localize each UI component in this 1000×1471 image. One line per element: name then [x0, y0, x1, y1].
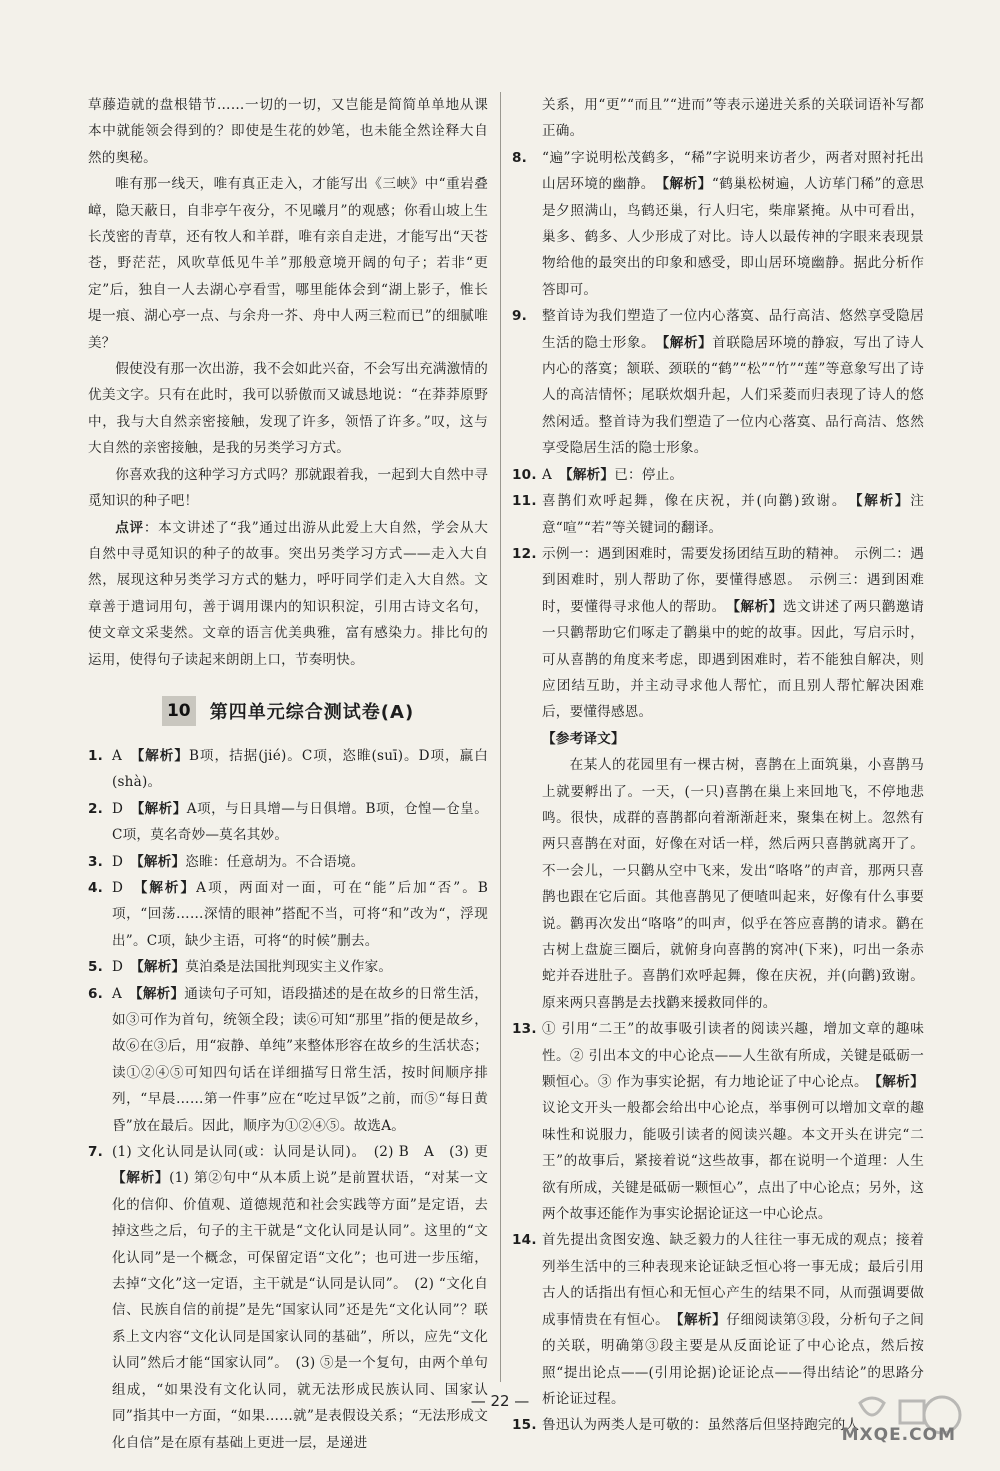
- item-text: 关系，用“更”“而且”“进而”等表示递进关系的关联词语补写都正确。: [542, 97, 924, 140]
- section-header: [88, 693, 488, 729]
- analysis-tag: 【解析】: [112, 1170, 170, 1187]
- analysis-tag: 【解析】: [676, 1311, 727, 1328]
- item-answer: D: [112, 879, 124, 896]
- item-text: 莫泊桑是法国批判现实主义作家。: [185, 959, 393, 976]
- answer-item: [88, 796, 488, 849]
- answer-item: [88, 954, 488, 980]
- essay-paragraph-3: 假使没有那一次出游，我不会如此兴奋，不会写出充满激情的优美文字。只有在此时，我可以骄傲而又诚恳地说：“在莽莽原野中，我与大自然亲密接触，发现了许多，领悟了许多。”叹，这与大自然的亲密接触，是我的另类学习方式。: [88, 361, 488, 457]
- essay-paragraph-2: 唯有那一线天，唯有真正走入，才能写出《三峡》中“重岩叠嶂，隐天蔽日，自非亭午夜分，不见曦月”的观感；你看山坡上生长茂密的青草，还有牧人和羊群，唯有亲自走进，才能写出“天苍苍，野茫茫，风吹草低见牛羊”那般意境开阔的句子；若非“更定”后，独自一人去湖心亭看雪，哪里能体会到“湖上影子，惟长堤一痕、湖心亭一点、与余舟一芥、舟中人两三粒而已”的细腻唯美？: [88, 176, 488, 351]
- item-answer: A: [542, 466, 553, 483]
- reference-translation-label: [512, 726, 924, 752]
- item-number: 4.: [88, 879, 104, 896]
- item-text: 恣睢：任意胡为。不合语境。: [185, 853, 365, 870]
- right-column: [512, 92, 924, 1439]
- reference-tag: 【参考译文】: [542, 730, 625, 747]
- answer-item: [88, 875, 488, 954]
- item-text: 首联隐居环境的静寂，写出了诗人内心的落寞；颔联、颈联的“鹤”“松”“竹”“莲”等意象写出了诗人的高洁情怀；尾联炊烟升起，人们采菱而归表现了诗人的悠然闲适。整首诗为我们塑造了一位内心落寞、品行高洁、悠然享受隐居生活的隐士形象。: [542, 334, 924, 457]
- item-text: (1) 第②句中“从本质上说”是前置状语，“对某一文化的信仰、价值观、道德规范和社会实践等方面”是定语，去掉这些之后，句子的主干就是“文化认同是认同”。这里的“文化认同”是一个概念，可保留定语“文化”；也可进一步压缩，去掉“文化”这一定语，主干就是“认同是认同”。 (2) “文化自信、民族自信的前提”是先“国家认同”还是先“文化认同”？联系上文内容“文化认同是国家认同的基础”，所以，应先“文化认同”然后才能“国家认同”。 (3) ⑤是一个复句，由两个单句组成，“如果没有文化认同，就无法形成民族认同、国家认同”指其中一方面，“如果……就”是表假设关系；“无法形成文化自信”是在原有基础上更进一层，是递进: [112, 1170, 488, 1451]
- item-number: 7.: [88, 1144, 104, 1161]
- analysis-tag: 【解析】: [565, 466, 615, 483]
- analysis-tag: 【解析】: [137, 747, 189, 764]
- analysis-tag: 【解析】: [662, 334, 713, 351]
- analysis-tag: 【解析】: [140, 879, 197, 896]
- analysis-tag: 【解析】: [875, 1074, 925, 1091]
- item-number: 13.: [512, 1021, 537, 1038]
- analysis-tag: 【解析】: [136, 853, 186, 870]
- item-answer: 鲁迅认为两类人是可敬的：虽然落后但坚持跑完的人: [542, 1417, 860, 1434]
- answer-continuation: [512, 92, 924, 145]
- item-text: 选文讲述了两只鹳邀请一只鹳帮助它们啄走了鹳巢中的蛇的故事。因此，写启示时，可从喜鹊的角度来考虑，即遇到困难时，若不能独自解决，则应团结互助，并主动寻求他人帮忙，而且别人帮忙解决困难后，要懂得感恩。: [542, 598, 924, 721]
- reference-text: 在某人的花园里有一棵古树，喜鹊在上面筑巢，小喜鹊马上就要孵出了。一天，(一只)喜鹊在巢上来回地飞，不停地悲鸣。很快，成群的喜鹊都向着渐渐赶来，聚集在树上。忽然有两只喜鹊在对面，好像在对话一样，然后两只喜鹊就离开了。不一会儿，一只鹳从空中飞来，发出“咯咯”的声音，那两只喜鹊也跟在它后面。其他喜鹊见了便喳叫起来，好像有什么事要说。鹳再次发出“咯咯”的叫声，似乎在答应喜鹊的请求。鹳在古树上盘旋三圈后，就俯身向喜鹊的窝冲(下来)，叼出一条赤蛇并吞进肚子。喜鹊们欢呼起舞，像在庆祝，并(向鹳)致谢。原来两只喜鹊是去找鹳来援救同伴的。: [542, 757, 924, 1011]
- item-number: 2.: [88, 800, 104, 817]
- item-number: 3.: [88, 853, 104, 870]
- answer-item: [512, 1227, 924, 1412]
- item-number: 6.: [88, 985, 104, 1002]
- item-answer: “遍”字说明松茂鹤多，“稀”字说明来访者少，两者对照衬托出山居环境的幽静。: [542, 149, 924, 193]
- answer-item: [512, 303, 924, 461]
- answer-item: [512, 462, 924, 488]
- item-number: 5.: [88, 959, 104, 976]
- watermark-text: MXQE.COM: [841, 1425, 956, 1445]
- item-answer: 示例一：遇到困难时，需要发扬团结互助的精神。 示例二：遇到困难时，别人帮助了你，要懂得感恩。 示例三：遇到困难时，要懂得寻求他人的帮助。: [542, 545, 924, 615]
- item-number: 14.: [512, 1232, 537, 1249]
- item-text: 已：停止。: [614, 466, 684, 483]
- item-answer: D: [112, 800, 124, 817]
- analysis-tag: 【解析】: [137, 800, 187, 817]
- item-text: 通读句子可知，语段描述的是在故乡的日常生活，如③可作为首句，统领全段；读⑥可知“那里”指的便是故乡，故⑥在③后，用“寂静、单纯”来整体形容在故乡的生活状态；读①②④⑤可知四句话在详细描写日常生活，按时间顺序排列，“早晨……第一件事”应在“吃过早饭”之前，而⑤“每日黄昏”放在最后。因此，顺序为①②④⑤。故选A。: [112, 985, 489, 1134]
- essay-paragraph-1: 草藤造就的盘根错节……一切的一切，又岂能是简简单单地从课本中就能领会得到的？即使是生花的妙笔，也未能全然诠释大自然的奥秘。: [88, 97, 488, 166]
- answer-item: [512, 145, 924, 303]
- answer-item: [88, 981, 488, 1139]
- item-answer: A: [112, 985, 123, 1002]
- item-number: 1.: [88, 747, 104, 764]
- item-text: 仔细阅读第③段，分析句子之间的关联，明确第③段主要是从反面论证了中心论点，然后按照“提出论点——(引用论据)论证论点——得出结论”的思路分析论证过程。: [542, 1311, 924, 1407]
- answer-item: [512, 488, 924, 541]
- item-answer: D: [112, 853, 124, 870]
- item-text: A项，与日具增—与日俱增。B项，仓惶—仓皇。C项，莫名奇妙—莫名其妙。: [112, 800, 488, 844]
- item-number: 8.: [512, 149, 528, 166]
- item-answer: 首先提出贪图安逸、缺乏毅力的人往往一事无成的观点；接着列举生活中的三种表现来论证缺乏恒心将一事无成；最后引用古人的话指出有恒心和无恒心产生的结果不同，从而强调要做成事情贵在有恒心。: [542, 1232, 924, 1328]
- item-text: 议论文开头一般都会给出中心论点，举事例可以增加文章的趣味性和说服力，能吸引读者的阅读兴趣。本文开头在讲完“二王”的故事后，紧接着说“这些故事，都在说明一个道理：人生欲有所成，关键是砥砺一颗恒心”，点出了中心论点；另外，这两个故事还能作为事实论据论证这一中心论点。: [542, 1100, 924, 1223]
- essay-paragraph-4: 你喜欢我的这种学习方式吗？那就跟着我，一起到大自然中寻觅知识的种子吧！: [88, 466, 488, 510]
- item-text: 注意“喧”“若”等关键词的翻译。: [542, 493, 925, 536]
- item-answer: ① 引用“二王”的故事吸引读者的阅读兴趣，增加文章的趣味性。② 引出本文的中心论点——人生欲有所成，关键是砥砺一颗恒心。③ 作为事实论据，有力地论证了中心论点。: [542, 1021, 924, 1091]
- analysis-tag: 【解析】: [135, 985, 185, 1002]
- reference-translation: [512, 752, 924, 1016]
- answer-item: [88, 849, 488, 875]
- item-number: 12.: [512, 545, 537, 562]
- analysis-tag: 【解析】: [855, 493, 911, 510]
- item-number: 11.: [512, 493, 537, 510]
- item-answer: D: [112, 959, 124, 976]
- item-text: A项，两面对一面，可在“能”后加“否”。B项，“回荡……深情的眼神”搭配不当，可将“和”改为“，浮现出”。C项，缺少主语，可将“的时候”删去。: [112, 879, 489, 949]
- watermark-logo-icon: [800, 1389, 980, 1459]
- section-number: 10: [162, 696, 196, 726]
- answer-item: [512, 541, 924, 726]
- section-title: 第四单元综合测试卷(A): [209, 701, 415, 723]
- analysis-tag: 【解析】: [662, 176, 712, 193]
- column-divider: [500, 92, 501, 1382]
- item-number: 9.: [512, 308, 528, 325]
- essay-comment: [88, 515, 488, 673]
- item-answer: A: [112, 747, 123, 764]
- comment-label: 点评: [115, 519, 144, 536]
- item-text: “鹤巢松树遍，人访荜门稀”的意思是夕照满山，鸟鹤还巢，行人归宅，柴扉紧掩。从中可看出，巢多、鹤多、人少形成了对比。诗人以最传神的字眼来表现景物给他的最突出的印象和感受，即山居环境幽静。据此分析作答即可。: [542, 176, 924, 298]
- analysis-tag: 【解析】: [136, 959, 186, 976]
- item-answer: 整首诗为我们塑造了一位内心落寞、品行高洁、悠然享受隐居生活的隐士形象。: [542, 308, 924, 351]
- analysis-tag: 【解析】: [733, 598, 783, 615]
- comment-text: ：本文讲述了“我”通过出游从此爱上大自然，学会从大自然中寻觅知识的种子的故事。突出另类学习方式——走入大自然，展现这种另类学习方式的魅力，呼吁同学们走入大自然。文章善于遣词用句，善于调用课内的知识积淀，引用古诗文名句，使文章文采斐然。文章的语言优美典雅，富有感染力。排比句的运用，使得句子读起来朗朗上口，节奏明快。: [88, 519, 488, 668]
- answer-item: [88, 743, 488, 796]
- answer-item: [512, 1016, 924, 1227]
- left-column: [88, 92, 488, 1456]
- item-number: 15.: [512, 1417, 537, 1434]
- item-number: 10.: [512, 466, 537, 483]
- page-number: — 22 —: [470, 1392, 530, 1410]
- item-answer: (1) 文化认同是认同(或：认同是认同)。 (2) B A (3) 更: [112, 1144, 488, 1161]
- item-text: B项，拮据(jié)。C项，恣睢(suī)。D项，羸白(shà)。: [112, 747, 489, 791]
- item-answer: 喜鹊们欢呼起舞，像在庆祝，并(向鹳)致谢。: [542, 493, 841, 510]
